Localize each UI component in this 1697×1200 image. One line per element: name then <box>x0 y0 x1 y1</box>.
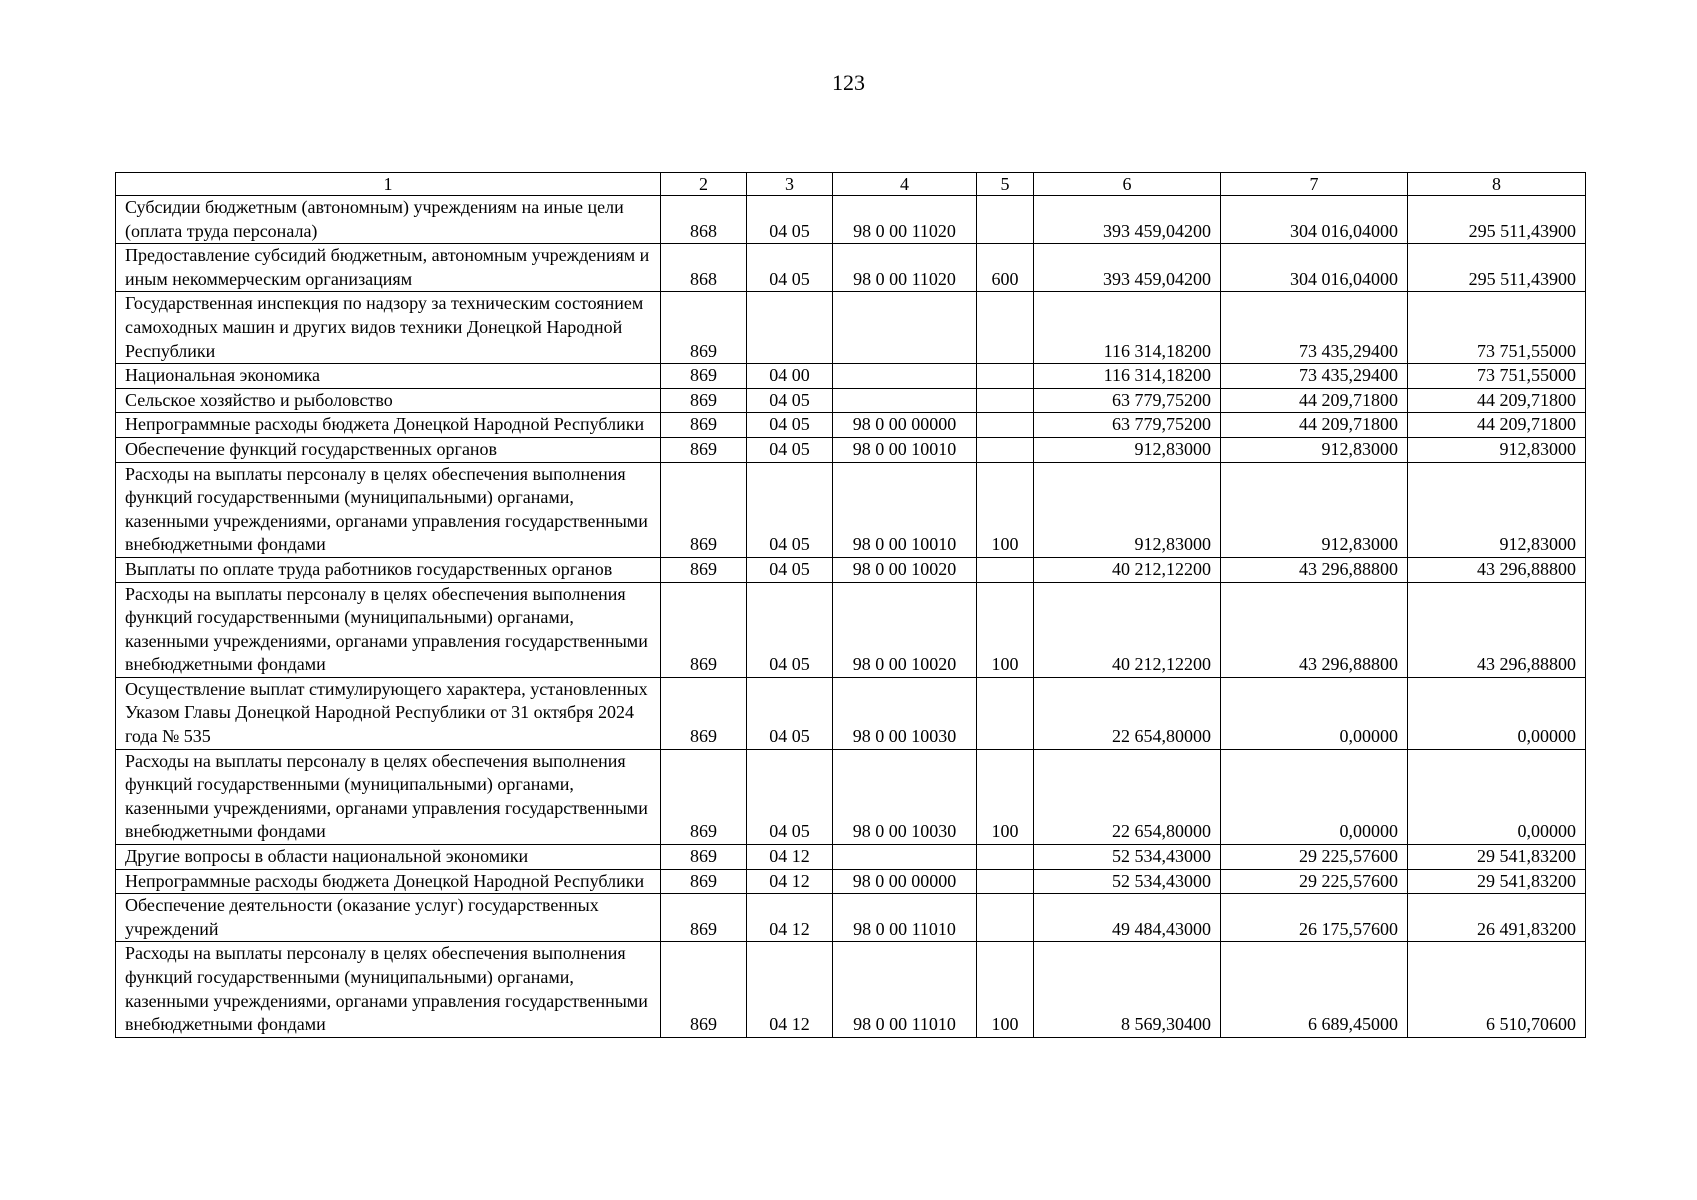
row-name: Субсидии бюджетным (автономным) учреждениям на иные цели (оплата труда персонала) <box>116 196 661 244</box>
section-code: 04 05 <box>747 413 833 438</box>
amount-col8: 44 209,71800 <box>1408 413 1586 438</box>
row-name: Расходы на выплаты персоналу в целях обеспечения выполнения функций государственными (муниципальными) органами, казенными учреждениями, органами управления государственными внебюджетными фондами <box>116 462 661 557</box>
target-article: 98 0 00 10010 <box>833 462 977 557</box>
column-header: 8 <box>1408 173 1586 196</box>
section-code <box>747 292 833 364</box>
expense-type <box>977 894 1034 942</box>
table-row <box>116 582 1586 677</box>
amount-col7: 6 689,45000 <box>1221 942 1408 1037</box>
expense-type <box>977 869 1034 894</box>
target-article <box>833 292 977 364</box>
section-code: 04 05 <box>747 677 833 749</box>
table-header-row <box>116 173 1586 196</box>
amount-col8: 912,83000 <box>1408 462 1586 557</box>
amount-col7: 44 209,71800 <box>1221 388 1408 413</box>
target-article: 98 0 00 00000 <box>833 413 977 438</box>
amount-col6: 63 779,75200 <box>1034 413 1221 438</box>
row-name: Предоставление субсидий бюджетным, автономным учреждениям и иным некоммерческим организациям <box>116 244 661 292</box>
amount-col6: 393 459,04200 <box>1034 196 1221 244</box>
row-name: Непрограммные расходы бюджета Донецкой Народной Республики <box>116 869 661 894</box>
section-code: 04 12 <box>747 869 833 894</box>
table-row <box>116 388 1586 413</box>
expense-type <box>977 364 1034 389</box>
amount-col7: 73 435,29400 <box>1221 292 1408 364</box>
ministry-code: 868 <box>661 196 747 244</box>
row-name: Государственная инспекция по надзору за техническим состоянием самоходных машин и других видов техники Донецкой Народной Республики <box>116 292 661 364</box>
table-row <box>116 869 1586 894</box>
row-name: Расходы на выплаты персоналу в целях обеспечения выполнения функций государственными (муниципальными) органами, казенными учреждениями, органами управления государственными внебюджетными фондами <box>116 582 661 677</box>
amount-col8: 73 751,55000 <box>1408 292 1586 364</box>
ministry-code: 869 <box>661 677 747 749</box>
target-article: 98 0 00 10020 <box>833 582 977 677</box>
row-name: Обеспечение деятельности (оказание услуг) государственных учреждений <box>116 894 661 942</box>
ministry-code: 869 <box>661 582 747 677</box>
table-row <box>116 196 1586 244</box>
section-code: 04 12 <box>747 942 833 1037</box>
expense-type: 100 <box>977 749 1034 844</box>
amount-col8: 73 751,55000 <box>1408 364 1586 389</box>
amount-col6: 40 212,12200 <box>1034 582 1221 677</box>
target-article: 98 0 00 10010 <box>833 437 977 462</box>
section-code: 04 05 <box>747 557 833 582</box>
amount-col6: 8 569,30400 <box>1034 942 1221 1037</box>
amount-col7: 44 209,71800 <box>1221 413 1408 438</box>
ministry-code: 869 <box>661 364 747 389</box>
amount-col7: 26 175,57600 <box>1221 894 1408 942</box>
row-name: Осуществление выплат стимулирующего характера, установленных Указом Главы Донецкой Народной Республики от 31 октября 2024 года № 535 <box>116 677 661 749</box>
amount-col6: 912,83000 <box>1034 462 1221 557</box>
column-header: 2 <box>661 173 747 196</box>
amount-col6: 52 534,43000 <box>1034 845 1221 870</box>
ministry-code: 869 <box>661 437 747 462</box>
row-name: Непрограммные расходы бюджета Донецкой Народной Республики <box>116 413 661 438</box>
ministry-code: 869 <box>661 413 747 438</box>
ministry-code: 869 <box>661 869 747 894</box>
table-row <box>116 462 1586 557</box>
table-row <box>116 677 1586 749</box>
table-row <box>116 364 1586 389</box>
expense-type <box>977 196 1034 244</box>
amount-col8: 6 510,70600 <box>1408 942 1586 1037</box>
expense-type <box>977 413 1034 438</box>
row-name: Выплаты по оплате труда работников государственных органов <box>116 557 661 582</box>
target-article: 98 0 00 11010 <box>833 894 977 942</box>
amount-col6: 22 654,80000 <box>1034 677 1221 749</box>
expense-type <box>977 388 1034 413</box>
amount-col7: 0,00000 <box>1221 677 1408 749</box>
section-code: 04 12 <box>747 894 833 942</box>
column-header: 3 <box>747 173 833 196</box>
target-article: 98 0 00 10030 <box>833 677 977 749</box>
section-code: 04 05 <box>747 196 833 244</box>
amount-col7: 43 296,88800 <box>1221 557 1408 582</box>
expense-type: 100 <box>977 582 1034 677</box>
section-code: 04 05 <box>747 437 833 462</box>
row-name: Расходы на выплаты персоналу в целях обеспечения выполнения функций государственными (муниципальными) органами, казенными учреждениями, органами управления государственными внебюджетными фондами <box>116 749 661 844</box>
target-article: 98 0 00 11020 <box>833 196 977 244</box>
expense-type: 100 <box>977 462 1034 557</box>
amount-col6: 49 484,43000 <box>1034 894 1221 942</box>
amount-col8: 44 209,71800 <box>1408 388 1586 413</box>
ministry-code: 869 <box>661 462 747 557</box>
amount-col8: 295 511,43900 <box>1408 196 1586 244</box>
table-row <box>116 845 1586 870</box>
table-row <box>116 894 1586 942</box>
target-article: 98 0 00 10030 <box>833 749 977 844</box>
row-name: Расходы на выплаты персоналу в целях обеспечения выполнения функций государственными (муниципальными) органами, казенными учреждениями, органами управления государственными внебюджетными фондами <box>116 942 661 1037</box>
ministry-code: 869 <box>661 942 747 1037</box>
row-name: Национальная экономика <box>116 364 661 389</box>
column-header: 7 <box>1221 173 1408 196</box>
target-article <box>833 364 977 389</box>
amount-col8: 43 296,88800 <box>1408 557 1586 582</box>
section-code: 04 05 <box>747 462 833 557</box>
table-row <box>116 942 1586 1037</box>
amount-col6: 40 212,12200 <box>1034 557 1221 582</box>
target-article: 98 0 00 00000 <box>833 869 977 894</box>
ministry-code: 869 <box>661 749 747 844</box>
amount-col8: 912,83000 <box>1408 437 1586 462</box>
amount-col8: 29 541,83200 <box>1408 869 1586 894</box>
section-code: 04 05 <box>747 244 833 292</box>
amount-col7: 43 296,88800 <box>1221 582 1408 677</box>
target-article: 98 0 00 11010 <box>833 942 977 1037</box>
expense-type <box>977 557 1034 582</box>
column-header: 5 <box>977 173 1034 196</box>
amount-col7: 0,00000 <box>1221 749 1408 844</box>
target-article: 98 0 00 10020 <box>833 557 977 582</box>
expense-type <box>977 677 1034 749</box>
amount-col7: 304 016,04000 <box>1221 196 1408 244</box>
amount-col8: 0,00000 <box>1408 677 1586 749</box>
row-name: Обеспечение функций государственных органов <box>116 437 661 462</box>
amount-col8: 29 541,83200 <box>1408 845 1586 870</box>
budget-table <box>115 172 1586 1038</box>
section-code: 04 05 <box>747 388 833 413</box>
ministry-code: 869 <box>661 894 747 942</box>
section-code: 04 05 <box>747 582 833 677</box>
column-header: 4 <box>833 173 977 196</box>
table-row <box>116 749 1586 844</box>
table-row <box>116 557 1586 582</box>
ministry-code: 869 <box>661 292 747 364</box>
amount-col6: 22 654,80000 <box>1034 749 1221 844</box>
amount-col8: 43 296,88800 <box>1408 582 1586 677</box>
expense-type <box>977 292 1034 364</box>
amount-col8: 295 511,43900 <box>1408 244 1586 292</box>
amount-col8: 0,00000 <box>1408 749 1586 844</box>
ministry-code: 868 <box>661 244 747 292</box>
row-name: Сельское хозяйство и рыболовство <box>116 388 661 413</box>
page-number: 123 <box>832 70 865 95</box>
amount-col6: 912,83000 <box>1034 437 1221 462</box>
expense-type <box>977 437 1034 462</box>
table-row <box>116 437 1586 462</box>
amount-col6: 63 779,75200 <box>1034 388 1221 413</box>
section-code: 04 12 <box>747 845 833 870</box>
column-header: 1 <box>116 173 661 196</box>
amount-col6: 116 314,18200 <box>1034 364 1221 389</box>
ministry-code: 869 <box>661 388 747 413</box>
table-row <box>116 292 1586 364</box>
row-name: Другие вопросы в области национальной экономики <box>116 845 661 870</box>
expense-type: 600 <box>977 244 1034 292</box>
column-header: 6 <box>1034 173 1221 196</box>
table-row <box>116 244 1586 292</box>
amount-col7: 29 225,57600 <box>1221 869 1408 894</box>
amount-col7: 73 435,29400 <box>1221 364 1408 389</box>
ministry-code: 869 <box>661 557 747 582</box>
section-code: 04 05 <box>747 749 833 844</box>
amount-col6: 52 534,43000 <box>1034 869 1221 894</box>
ministry-code: 869 <box>661 845 747 870</box>
target-article <box>833 845 977 870</box>
amount-col7: 29 225,57600 <box>1221 845 1408 870</box>
amount-col7: 304 016,04000 <box>1221 244 1408 292</box>
section-code: 04 00 <box>747 364 833 389</box>
target-article: 98 0 00 11020 <box>833 244 977 292</box>
amount-col8: 26 491,83200 <box>1408 894 1586 942</box>
amount-col6: 393 459,04200 <box>1034 244 1221 292</box>
target-article <box>833 388 977 413</box>
amount-col6: 116 314,18200 <box>1034 292 1221 364</box>
amount-col7: 912,83000 <box>1221 462 1408 557</box>
expense-type: 100 <box>977 942 1034 1037</box>
table-row <box>116 413 1586 438</box>
amount-col7: 912,83000 <box>1221 437 1408 462</box>
expense-type <box>977 845 1034 870</box>
